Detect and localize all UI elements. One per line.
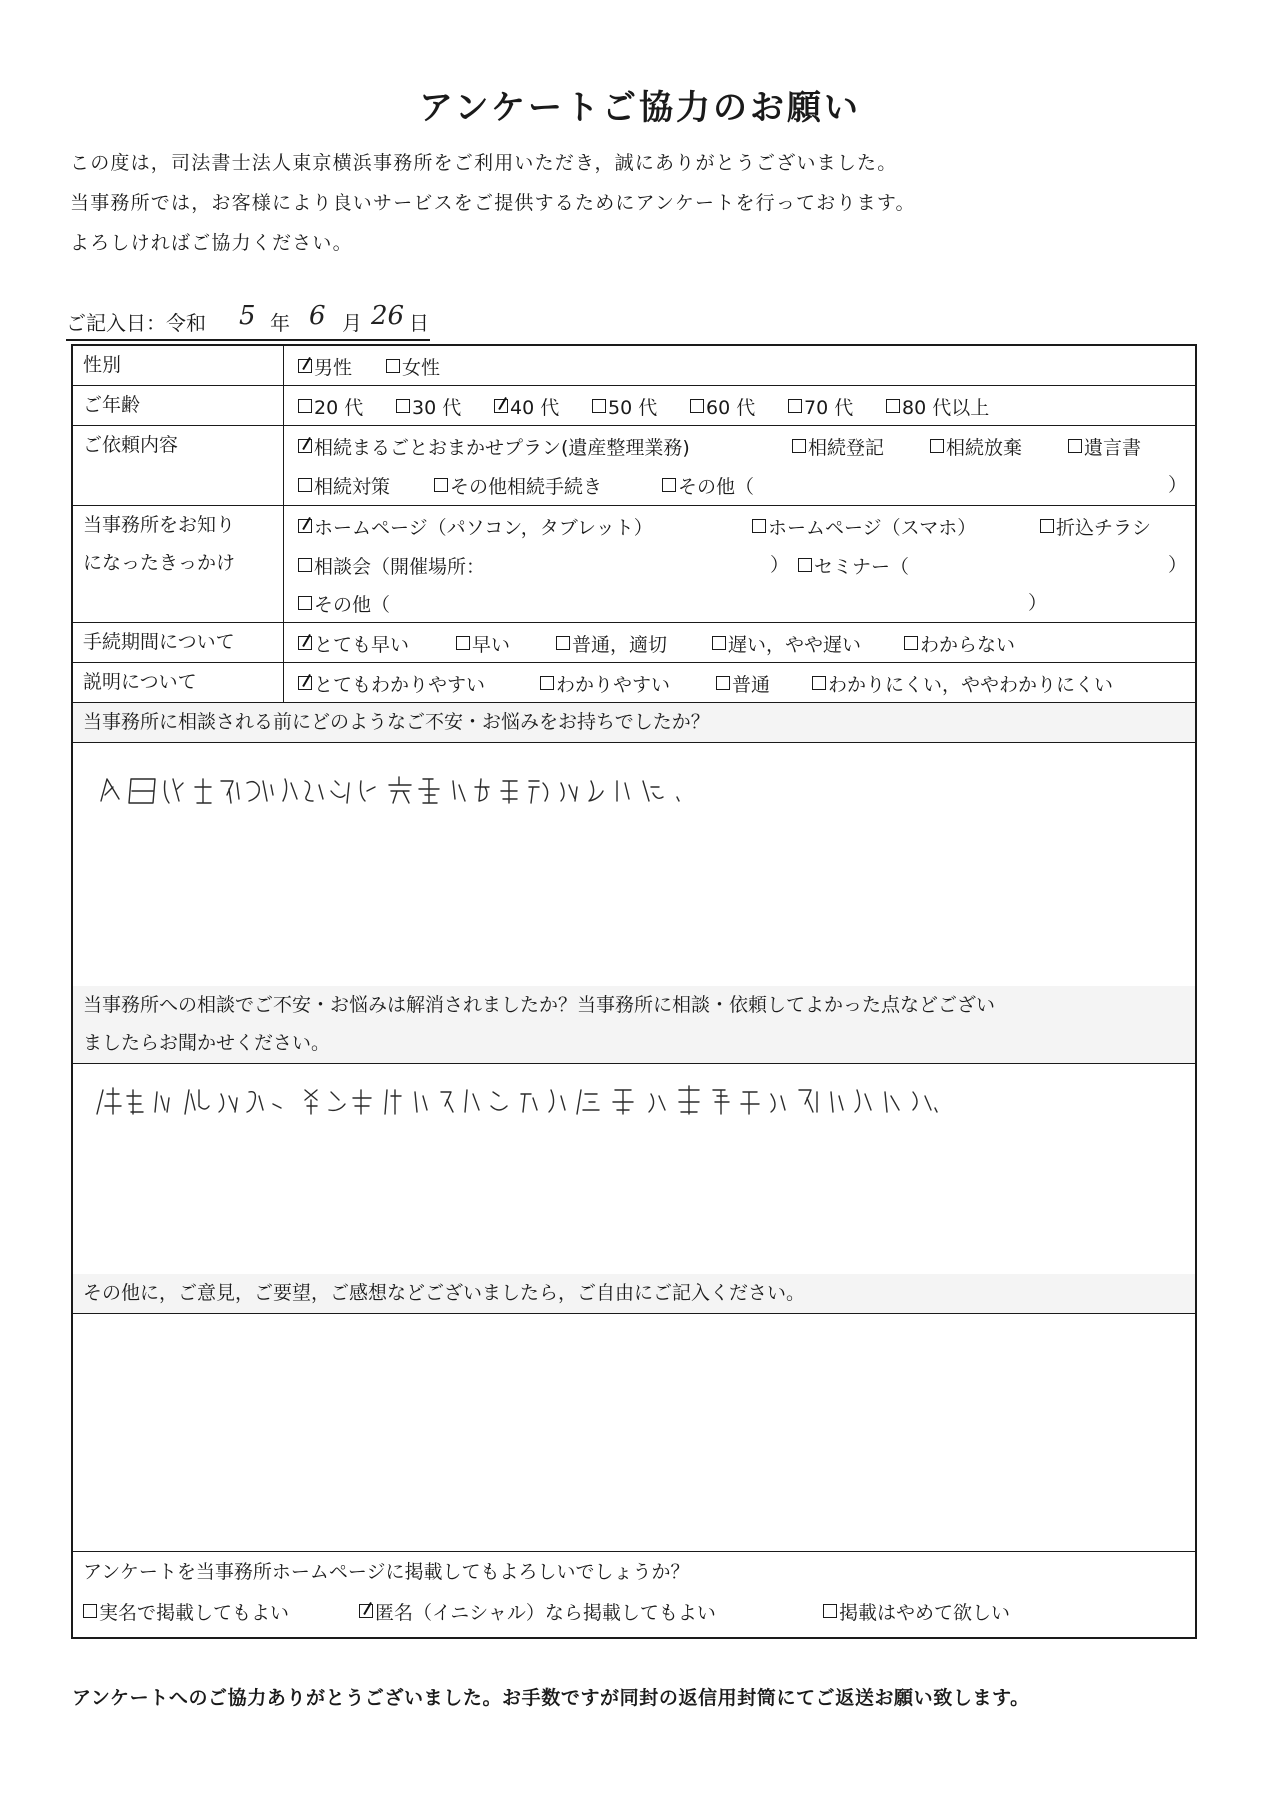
checkbox-icon[interactable] [752,519,766,533]
checkbox-icon[interactable] [556,636,570,650]
q2-answer-area[interactable] [73,1064,1195,1275]
duration-option-very-fast[interactable] [298,624,409,662]
publish-question: アンケートを当事務所ホームページに掲載してもよろしいでしょうか？ [83,1561,690,1583]
option-label: ホームページ（パソコン，タブレット） [314,516,653,539]
duration-row [73,623,1195,663]
duration-option-slow[interactable] [712,624,861,662]
checkbox-icon[interactable] [592,399,606,413]
q1-question: 当事務所に相談される前にどのようなご不安・お悩みをお持ちでしたか？ [73,703,1195,743]
option-label: その他（ [314,593,391,616]
intro-line-1: この度は，司法書士法人東京横浜事務所をご利用いただき，誠にありがとうございました。 [70,152,898,174]
request-option-other[interactable] [662,466,754,504]
request-option-inheritance-renunciation[interactable] [930,427,1022,465]
checkbox-icon[interactable] [798,558,812,572]
intro-line-3: よろしければご協力ください。 [70,232,353,254]
age-option-40s[interactable] [494,387,559,425]
option-label: 普通，適切 [572,633,668,656]
survey-form [71,344,1197,1639]
explanation-option-very-clear[interactable] [298,664,485,702]
explanation-label: 説明について [73,663,284,702]
option-label: 実名で掲載してもよい [99,1601,290,1624]
duration-option-unknown[interactable] [904,624,1015,662]
checkbox-icon[interactable] [1068,439,1082,453]
source-label-line-1: 当事務所をお知り [83,514,236,536]
gender-option-male[interactable] [298,347,352,385]
age-option-20s[interactable] [298,387,363,425]
option-label: 70 代 [804,396,854,419]
entry-date-label: ご記入日：令和 [66,311,206,335]
option-label: 匿名（イニシャル）なら掲載してもよい [375,1601,716,1624]
option-label: その他（ [678,475,755,498]
source-label-line-2: になったきっかけ [83,552,236,574]
option-label: 相談会（開催場所： [314,555,486,578]
request-option-inheritance-registration[interactable] [792,427,884,465]
entry-date-month-unit: 月 [342,311,362,335]
duration-option-fast[interactable] [456,624,510,662]
duration-option-normal[interactable] [556,624,667,662]
checkbox-icon[interactable] [456,636,470,650]
option-label: わからない [920,633,1016,656]
checkbox-icon[interactable] [298,558,312,572]
option-label: 男性 [314,356,353,379]
age-option-60s[interactable] [690,387,755,425]
source-option-flyer[interactable] [1040,507,1151,545]
checkbox-icon[interactable] [904,636,918,650]
checkbox-checked-icon[interactable] [298,676,312,690]
checkbox-icon[interactable] [788,399,802,413]
entry-date-year[interactable]: 5 [239,301,256,331]
checkbox-icon[interactable] [540,676,554,690]
age-label: ご年齢 [73,386,284,425]
option-label: その他相続手続き [450,475,603,498]
option-label: 50 代 [608,396,658,419]
checkbox-icon[interactable] [823,1604,837,1618]
q2-question-line-2: ましたらお聞かせください。 [83,1032,331,1054]
gender-label: 性別 [73,346,284,385]
intro-line-2: 当事務所では，お客様により良いサービスをご提供するためにアンケートを行っております。 [70,192,916,214]
q1-handwritten-answer [99,765,699,815]
entry-date-day[interactable]: 26 [371,301,405,331]
checkbox-icon[interactable] [662,478,676,492]
age-option-30s[interactable] [396,387,461,425]
source-option-consultation[interactable] [298,546,485,584]
source-seminar-close-paren: ） [1168,554,1188,576]
option-label: 遅い，やや遅い [728,633,862,656]
entry-date-month[interactable]: 6 [309,301,326,331]
checkbox-icon[interactable] [716,676,730,690]
gender-row [73,346,1195,386]
q2-question [73,986,1195,1064]
checkbox-icon[interactable] [298,596,312,610]
request-option-will[interactable] [1068,427,1141,465]
option-label: 相続まるごとおまかせプラン(遺産整理業務) [314,436,690,459]
source-other-close-paren: ） [1028,592,1048,614]
explanation-row [73,663,1195,703]
gender-option-female[interactable] [386,347,440,385]
source-option-homepage-smartphone[interactable] [752,507,976,545]
publish-option-anonymous[interactable] [359,1592,716,1630]
publish-option-real-name[interactable] [83,1592,289,1630]
checkbox-icon[interactable] [83,1604,97,1618]
age-option-70s[interactable] [788,387,853,425]
age-option-80s-plus[interactable] [886,387,989,425]
age-option-50s[interactable] [592,387,657,425]
checkbox-icon[interactable] [434,478,448,492]
option-label: 30 代 [412,396,462,419]
checkbox-icon[interactable] [298,399,312,413]
source-row [73,506,1195,623]
source-option-homepage-pc[interactable] [298,507,653,545]
source-label [73,506,284,622]
q3-answer-area[interactable] [73,1314,1195,1552]
publish-section [73,1551,1195,1637]
option-label: 40 代 [510,396,560,419]
option-label: 20 代 [314,396,364,419]
age-row [73,386,1195,426]
explanation-option-unclear[interactable] [812,664,1113,702]
checkbox-checked-icon[interactable] [298,636,312,650]
checkbox-checked-icon[interactable] [298,519,312,533]
request-option-planning[interactable] [298,466,390,504]
request-option-other-procedures[interactable] [434,466,602,504]
option-label: 相続登記 [808,436,885,459]
source-option-other[interactable] [298,584,390,622]
option-label: 折込チラシ [1056,516,1152,539]
checkbox-checked-icon[interactable] [298,439,312,453]
checkbox-checked-icon[interactable] [494,399,508,413]
option-label: 60 代 [706,396,756,419]
option-label: セミナー（ [814,555,910,578]
option-label: わかりやすい [556,673,671,696]
request-row [73,426,1195,506]
option-label: 80 代以上 [902,396,990,419]
checkbox-checked-icon[interactable] [298,359,312,373]
entry-date-field[interactable] [66,303,430,341]
explanation-option-clear[interactable] [540,664,670,702]
checkbox-icon[interactable] [1040,519,1054,533]
request-label: ご依頼内容 [73,426,284,505]
option-label: 掲載はやめて欲しい [839,1601,1011,1624]
option-label: わかりにくい，ややわかりにくい [828,673,1114,696]
duration-label: 手続期間について [73,623,284,662]
option-label: 普通 [732,673,771,696]
option-label: とても早い [314,633,410,656]
option-label: 遺言書 [1084,436,1142,459]
checkbox-icon[interactable] [712,636,726,650]
option-label: ホームページ（スマホ） [768,516,977,539]
entry-date-year-unit: 年 [270,311,290,335]
checkbox-icon[interactable] [396,399,410,413]
page-title: アンケートご協力のお願い [419,88,861,128]
source-option-seminar[interactable] [798,546,909,584]
q2-question-line-1: 当事務所への相談でご不安・お悩みは解消されましたか？当事務所に相談・依頼してよかった点などござい [83,994,996,1016]
checkbox-icon[interactable] [298,478,312,492]
option-label: 相続放棄 [946,436,1023,459]
checkbox-checked-icon[interactable] [359,1604,373,1618]
request-option-full-plan[interactable] [298,427,690,465]
checkbox-icon[interactable] [690,399,704,413]
publish-option-decline[interactable] [823,1592,1010,1630]
q1-answer-area[interactable] [73,743,1195,987]
footer-thanks: アンケートへのご協力ありがとうございました。お手数ですが同封の返信用封筒にてご返送お願い致します。 [72,1687,1030,1709]
option-label: 早い [472,633,511,656]
checkbox-icon[interactable] [812,676,826,690]
option-label: 相続対策 [314,475,391,498]
checkbox-icon[interactable] [930,439,944,453]
checkbox-icon[interactable] [386,359,400,373]
source-consultation-close-paren: ） [770,554,790,576]
request-other-close-paren: ） [1168,474,1188,496]
option-label: とてもわかりやすい [314,673,486,696]
q3-question: その他に，ご意見，ご要望，ご感想などございましたら，ご自由にご記入ください。 [73,1274,1195,1314]
checkbox-icon[interactable] [792,439,806,453]
q2-handwritten-answer [95,1076,995,1126]
entry-date-day-unit: 日 [409,311,429,335]
checkbox-icon[interactable] [886,399,900,413]
explanation-option-normal[interactable] [716,664,770,702]
option-label: 女性 [402,356,441,379]
